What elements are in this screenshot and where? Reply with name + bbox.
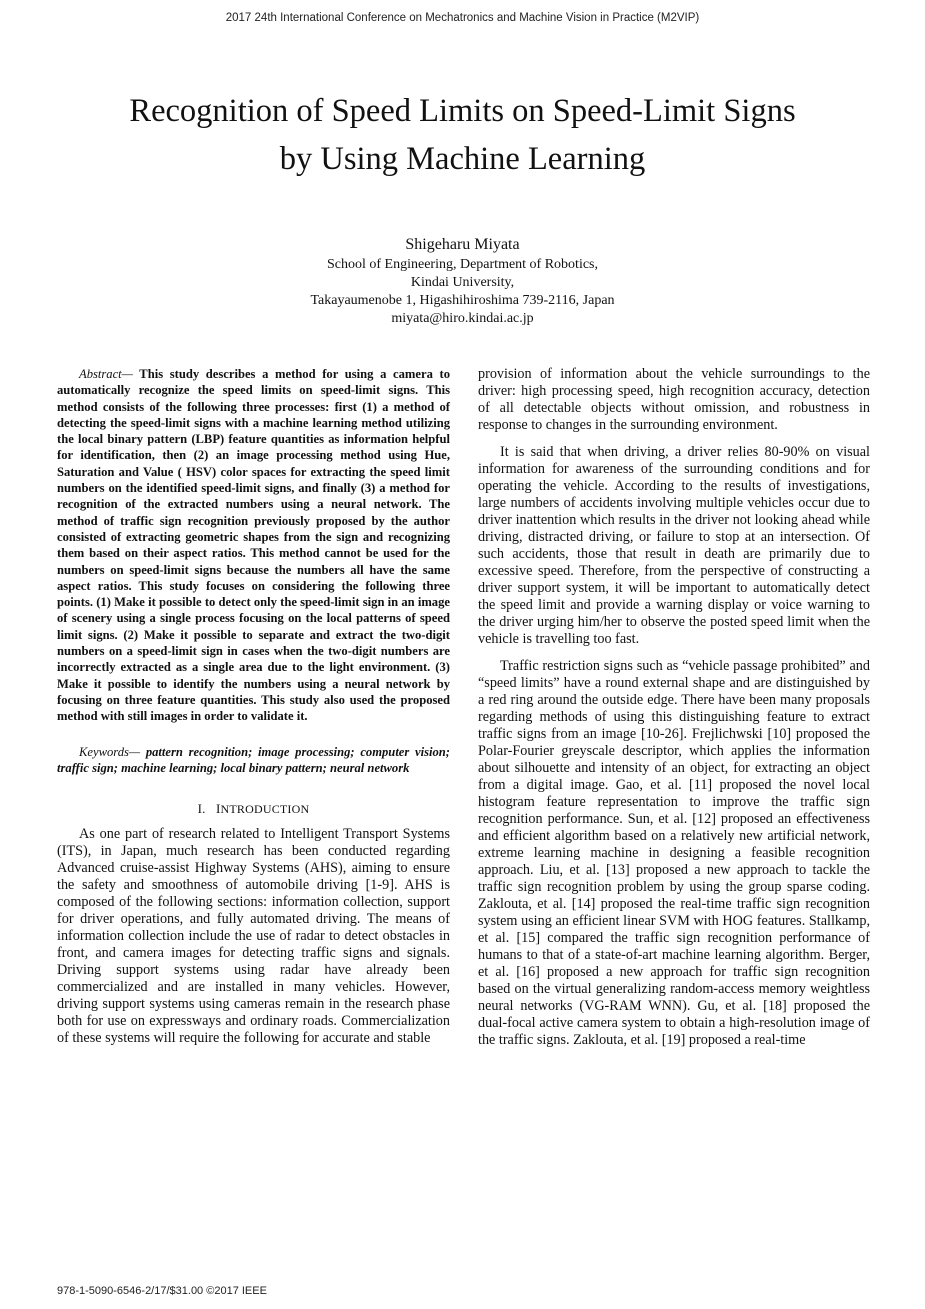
intro-paragraph: As one part of research related to Intelligent Transport Systems (ITS), in Japan, much research has been conducted regarding Advanced cruise-assist Highway Systems (AHS), aiming to ensure the safety and smoothness of automobile driving [1-9]. AHS is composed of the following sections: information collection, support for driver operations, and fully automated driving. The means of information collection include the use of radar to detect obstacles in front, and camera images for detecting traffic signs and signals. Driving support systems using radar have already been commercialized and are installed in many vehicles. However, driving support systems using cameras remain in the research phase both for use on expressways and ordinary roads. Commercialization of these systems will require the following for accurate and stable	[57, 826, 450, 1047]
author-name: Shigeharu Miyata	[405, 236, 520, 253]
affiliation-line: School of Engineering, Department of Robotics,	[327, 257, 598, 272]
section-number: I.	[197, 801, 206, 817]
conference-header: 2017 24th International Conference on Mechatronics and Machine Vision in Practice (M2VIP)	[225, 12, 700, 24]
body-paragraph: It is said that when driving, a driver relies 80-90% on visual information for awareness of the surrounding conditions and for operating the vehicle. According to the results of investigations, large numbers of accidents involving multiple vehicles occur due to driver inattention which results in the driver not looking ahead while driving, distracted driving, or failure to stop at an intersection. Of such accidents, those that result in death are primarily due to excessive speed. Therefore, from the perspective of constructing a driver support system, it will be important to automatically detect the speed limit and provide a warning display or voice warning to the driver urging him/her to observe the posted speed limit when the vehicle is travelling too fast.	[478, 444, 870, 647]
paper-title	[40, 87, 885, 183]
keywords-text: pattern recognition; image processing; computer vision; traffic sign; machine learning; local binary pattern; neural network	[57, 744, 450, 775]
author-email: miyata@hiro.kindai.ac.jp	[391, 311, 534, 326]
abstract-text: This study describes a method for using a camera to automatically recognize the speed limits on speed-limit signs. This method consists of the following three processes: first (1) a method of detecting the speed-limit signs with a machine learning method utilizing the local binary pattern (LBP) feature quantities as information helpful for identification, then (2) an image processing method using Hue, Saturation and Value ( HSV) color spaces for extracting the speed limit numbers on the identified speed-limit signs, and finally (3) a method for recognition of the extracted numbers using a neural network. The method of traffic sign recognition previously proposed by the author consisted of extracting geometric shapes from the sign and recognizing them based on their aspect ratios. This method cannot be used for the numbers on speed-limit signs because the numbers all have the same aspect ratios. This study focuses on considering the following three points. (1) Make it possible to detect only the speed-limit sign in an image of scenery using a single process focusing on the local patterns of speed limit signs. (2) Make it possible to separate and extract the two-digit numbers on a speed-limit sign in cases when the two-digit numbers are incorrectly extracted as a single area due to the light environment. (3) Make it possible to identify the numbers using a neural network by focusing on three feature quantities. This study also used the proposed method with still images in order to validate it.	[57, 367, 450, 724]
body-paragraph: provision of information about the vehicle surroundings to the driver: high processing speed, high recognition accuracy, detection of all detectable objects without omission, and robustness in response to changes in the surrounding environment.	[478, 366, 870, 433]
right-column	[478, 366, 870, 1049]
affiliation-line: Takayaumenobe 1, Higashihiroshima 739-2116, Japan	[310, 293, 615, 308]
paper-title-line-2: by Using Machine Learning	[279, 141, 646, 177]
author-block	[0, 234, 925, 328]
paper-title-line-1: Recognition of Speed Limits on Speed-Limit Signs	[129, 93, 796, 129]
abstract	[57, 366, 450, 725]
section-title-rest: NTRODUCTION	[220, 802, 310, 817]
left-column	[57, 366, 450, 1047]
abstract-label: Abstract—	[79, 367, 133, 381]
body-paragraph: Traffic restriction signs such as “vehicle passage prohibited” and “speed limits” have a round external shape and are distinguished by a red ring around the outside edge. There have been many proposals regarding methods of using this distinguishing feature to extract traffic signs from an image [10-26]. Frejlichwski [10] proposed the Polar-Fourier greyscale descriptor, which applies the information about silhouette and intensity of an object, for extracting an object from a digital image. Gao, et al. [11] proposed the novel local histogram feature representation to improve the traffic sign recognition performance. Sun, et al. [12] proposed an effectiveness and efficient algorithm based on a relatively new artificial network, extreme learning machine in designing a feasible recognition approach. Liu, et al. [13] proposed a new approach to tackle the traffic sign recognition problem by using the group sparse coding. Zaklouta, et al. [14] proposed the real-time traffic sign recognition system using an efficient linear SVM with HOG features. Stallkamp, et al. [15] compared the traffic sign recognition performance of humans to that of a state-of-art machine learning algorithm. Berger, et al. [16] proposed a new approach for traffic sign recognition based on the virtual generalizing random-access memory weightless neural networks (VG-RAM WNN). Gu, et al. [18] proposed the dual-focal active camera system to obtain a high-resolution image of the traffic signs. Zaklouta, et al. [19] proposed a real-time	[478, 658, 870, 1048]
affiliation-line: Kindai University,	[410, 275, 515, 290]
keywords	[57, 744, 450, 777]
section-title-initial: I	[215, 801, 221, 817]
copyright-footer: 978-1-5090-6546-2/17/$31.00 ©2017 IEEE	[57, 1285, 267, 1297]
keywords-label: Keywords—	[79, 744, 141, 759]
section-heading-introduction	[57, 800, 450, 818]
